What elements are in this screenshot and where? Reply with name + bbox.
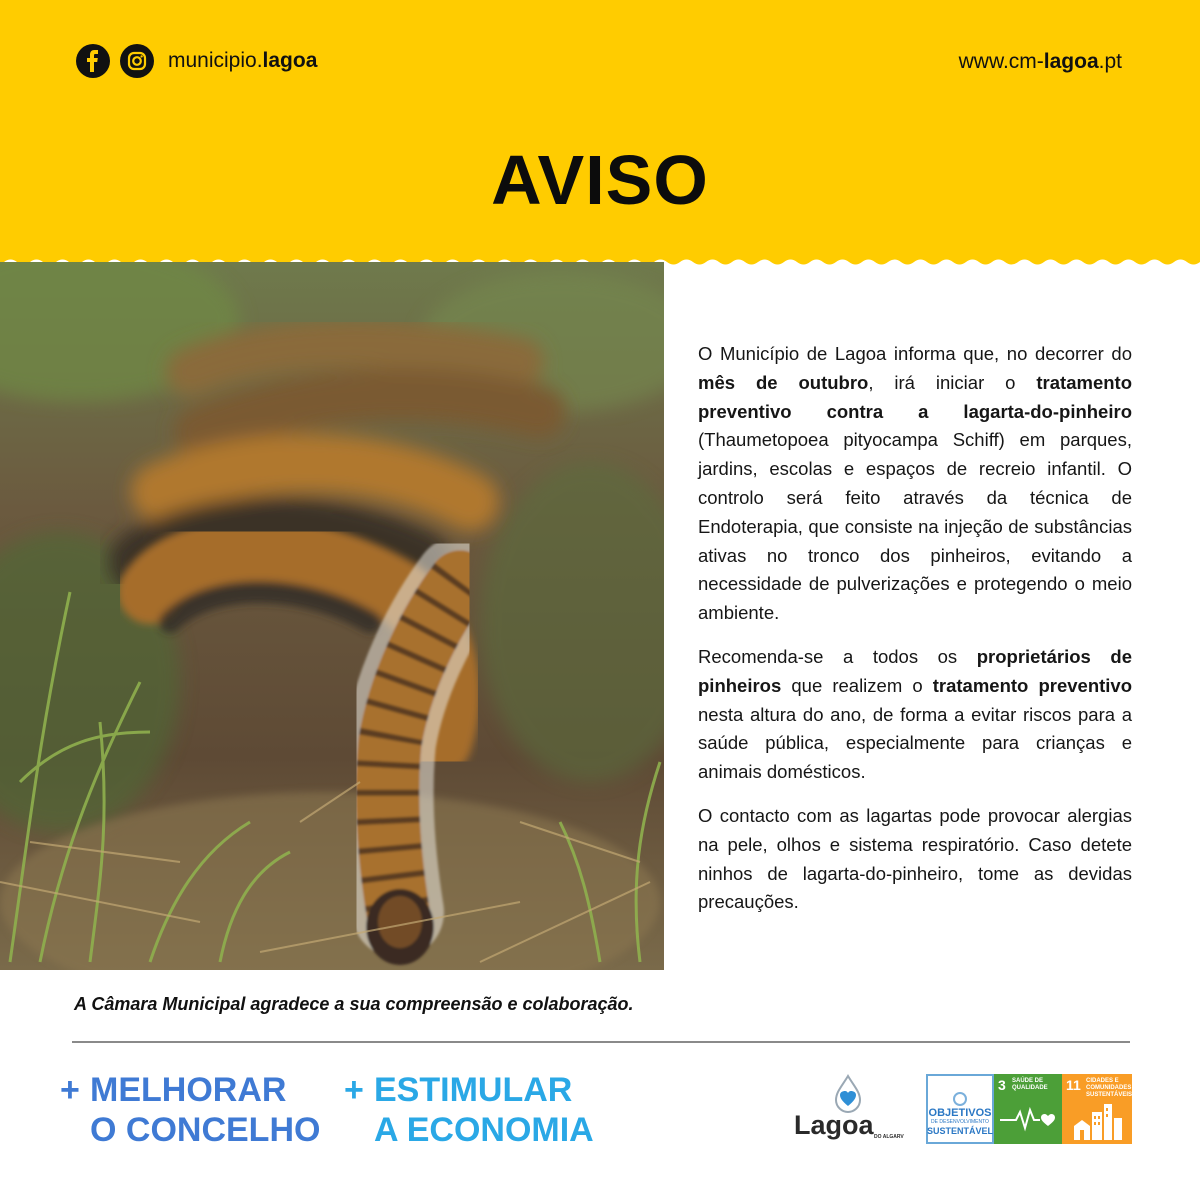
facebook-icon[interactable] [76, 44, 110, 78]
slogan-estimular: + ESTIMULAR A ECONOMIA [344, 1071, 594, 1149]
instagram-icon[interactable] [120, 44, 154, 78]
ods-goal-3-badge: 3 SAÚDE DE QUALIDADE [994, 1074, 1062, 1144]
social-handle[interactable]: municipio.lagoa [168, 49, 318, 72]
ods-goal-11-badge: 11 CIDADES E COMUNIDADES SUSTENTÁVEIS [1062, 1074, 1132, 1144]
notice-text [698, 340, 1132, 932]
lagoa-logo [792, 1074, 904, 1144]
notice-paragraph-2: Recomenda-se a todos os proprietários de pinheiros que realizem o tratamento preventivo nesta altura do ano, de forma a evitar riscos para a saúde pública, especialmente para crianças e animais domésticos. [698, 645, 1133, 783]
header-banner [0, 0, 1200, 280]
heartbeat-icon [994, 1074, 1062, 1144]
ods-goals-badges [926, 1074, 1132, 1144]
page-title: AVISO [491, 141, 709, 219]
caterpillar-illustration [0, 262, 664, 970]
notice-paragraph-3: O contacto com as lagartas pode provocar alergias na pele, olhos e sistema respiratório. Caso detete ninhos de lagarta-do-pinheiro, tome as devidas precauções. [698, 804, 1132, 913]
slogan-melhorar: + MELHORAR O CONCELHO [60, 1071, 321, 1149]
ods-main-badge: OBJETIVOS DE DESENVOLVIMENTO SUSTENTÁVEL [926, 1074, 994, 1144]
city-buildings-icon [1062, 1074, 1132, 1144]
social-links [76, 44, 317, 78]
thanks-message: A Câmara Municipal agradece a sua compreensão e colaboração. [74, 994, 634, 1014]
footer-divider [72, 1041, 1130, 1043]
logo-sub: DO ALGARVE [874, 1134, 904, 1140]
un-globe-icon [953, 1092, 967, 1106]
logo-name: Lagoa [794, 1110, 874, 1140]
caterpillar-photo [0, 262, 664, 970]
heart-drop-icon [836, 1076, 860, 1112]
website-link[interactable]: www.cm-lagoa.pt [958, 50, 1122, 73]
notice-paragraph-1: O Município de Lagoa informa que, no decorrer do mês de outubro, irá iniciar o tratamento preventivo contra a lagarta-do-pinheiro (Thaumetopoea pityocampa Schiff) em parques, jardins, escolas e espaços de recreio infantil. O controlo será feito através da técnica de Endoterapia, que consiste na injeção de substâncias ativas no tronco dos pinheiros, evitando a necessidade de pulverizações e protegendo o meio ambiente. [698, 343, 1132, 624]
